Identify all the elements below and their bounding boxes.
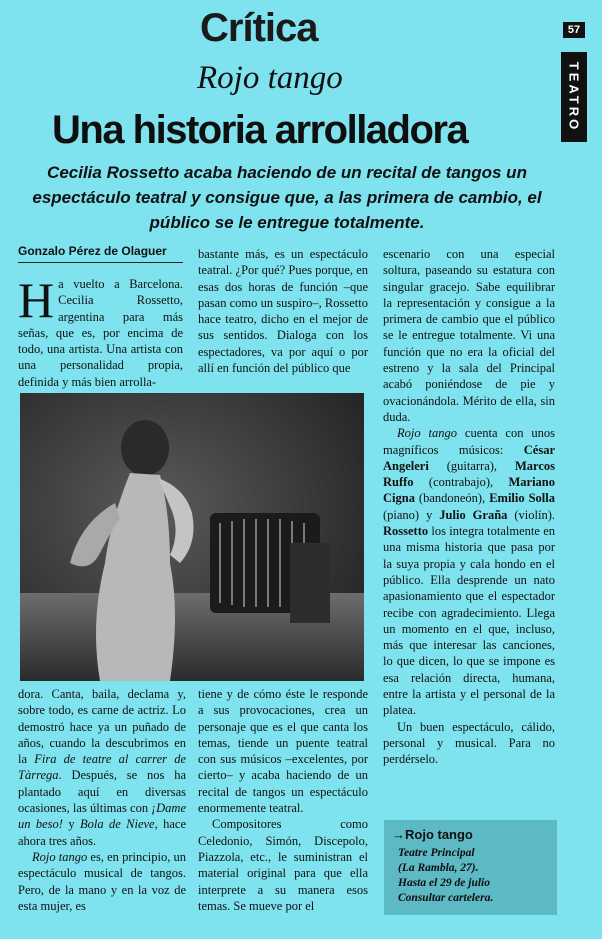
musician-name: Julio Graña — [439, 507, 508, 522]
page-number: 57 — [563, 22, 585, 38]
section-title: Crítica — [200, 6, 318, 50]
musician-name: Emilio Solla — [489, 491, 555, 506]
paragraph: Compositores como Celedonio, Simón, Discepolo, Piazzola, etc., le suministran el material original para que ella interprete a su manera esos temas. Se mueve por el — [198, 817, 368, 913]
photo-illustration — [20, 393, 364, 681]
musician-name: Marcos Ruffo — [383, 458, 555, 490]
text-run: dora. Canta, baila, declama y, sobre todo, es carne de actriz. Lo demostró hace ya un puñado de años, cuando la descubrimos en la — [18, 687, 186, 767]
info-box-title: →Rojo tango — [392, 827, 473, 842]
drop-cap: H — [18, 272, 55, 328]
show-title-inline: Rojo tango — [397, 426, 457, 441]
info-line: Hasta el 29 de julio — [398, 877, 490, 889]
text-run-italic: ¡Dame un beso! — [18, 801, 186, 832]
paragraph: tiene y de cómo éste le responde a sus provocaciones, crea un personaje que es el que canta los temas, tiende un puente teatral con sus músicos –excelentes, por cierto– y acaba haciendo de un recital de tangos un espectáculo enormemente teatral. — [198, 687, 368, 816]
text-run: , hace ahora tres años. — [18, 817, 186, 848]
performer-name: Rossetto — [383, 524, 429, 539]
text-run: (violín). — [507, 507, 555, 522]
text-run: cuenta con unos magníficos músicos: — [383, 426, 555, 457]
column-1-bottom — [18, 686, 186, 914]
paragraph: Un buen espectáculo, cálido, personal y musical. Para no perdérselo. — [383, 719, 555, 767]
info-line: Teatre Principal — [398, 847, 475, 859]
section-tab — [561, 52, 587, 142]
text-run: los integra totalmente en una misma historia que pasa por la suya propia y cala hondo en el público. Ella desprende un nato apasionamiento que el espectador recibe con agradecimiento. Llega un momento en el que, incluso, más que interesar las canciones, lo que dicen, lo que se impone es esa relación directa, humana, entre la artista y el personal de la platea. — [383, 524, 555, 718]
section-tab-label: TEATRO — [566, 61, 582, 133]
column-2-top — [198, 246, 368, 376]
musician-name: César Angeleri — [383, 442, 555, 473]
show-title: Rojo tango — [197, 60, 343, 96]
text-run-italic: Fira de teatre al carrer de Tàrrega — [18, 752, 186, 783]
show-title-inline: Rojo tango — [32, 849, 88, 864]
musician-name: Mariano Cigna — [383, 475, 555, 506]
text-run-italic: Bola de Nieve — [79, 817, 155, 832]
column-1-top — [18, 272, 183, 390]
paragraph: escenario con una especial soltura, paseando su estatura con singular gracejo. Sabe equilibrar la representación y consigue a la primera de cambio que el público se le entregue totalmente. Vi una función que no era la oficial del estreno y la sala del Principal acabó poniéndose de pie y ovacionándola. Mérito de ella, sin duda. — [383, 247, 555, 424]
byline-rule — [18, 262, 183, 263]
paragraph: a vuelto a Barcelona. Cecilia Rossetto, argentina para más señas, que es, por encima de todo, una artista. Una artista con una personalidad propia, definida y más bien arrolla- — [18, 277, 183, 389]
info-box-details — [398, 846, 493, 906]
info-line: Consultar cartelera. — [398, 892, 494, 904]
lede: Cecilia Rossetto acaba haciendo de un recital de tangos un espectáculo teatral y consigue que, a las primera de cambio, el público se le entregue totalmente. — [32, 163, 542, 232]
text-run: (contrabajo), — [413, 475, 509, 490]
info-line: (La Rambla, 27). — [398, 862, 479, 874]
text-run: . Después, se nos ha plantado aquí en diversas ocasiones, las últimas con — [18, 768, 186, 816]
performer-photo — [20, 393, 364, 681]
paragraph: bastante más, es un espectáculo teatral. ¿Por qué? Pues porque, en esas dos horas de función –que pasan como un suspiro–, Rossetto hace teatro, dicho en el mejor de sus sentidos. Dialoga con los espectadores, va por aquí o por allí en función del público que — [198, 247, 368, 376]
text-run: (guitarra), — [428, 458, 515, 473]
column-2-bottom — [198, 686, 368, 914]
headline: Una historia arrolladora — [52, 108, 468, 152]
text-run: y — [62, 817, 80, 832]
text-run: (piano) y — [383, 507, 440, 522]
text-run: es, en principio, un espectáculo musical de tangos. Pero, de la mano y en la voz de esta mujer, es — [18, 849, 186, 913]
column-3 — [383, 246, 555, 768]
text-run: (bandoneón), — [414, 491, 490, 506]
info-box — [384, 820, 557, 915]
byline: Gonzalo Pérez de Olaguer — [18, 244, 167, 258]
